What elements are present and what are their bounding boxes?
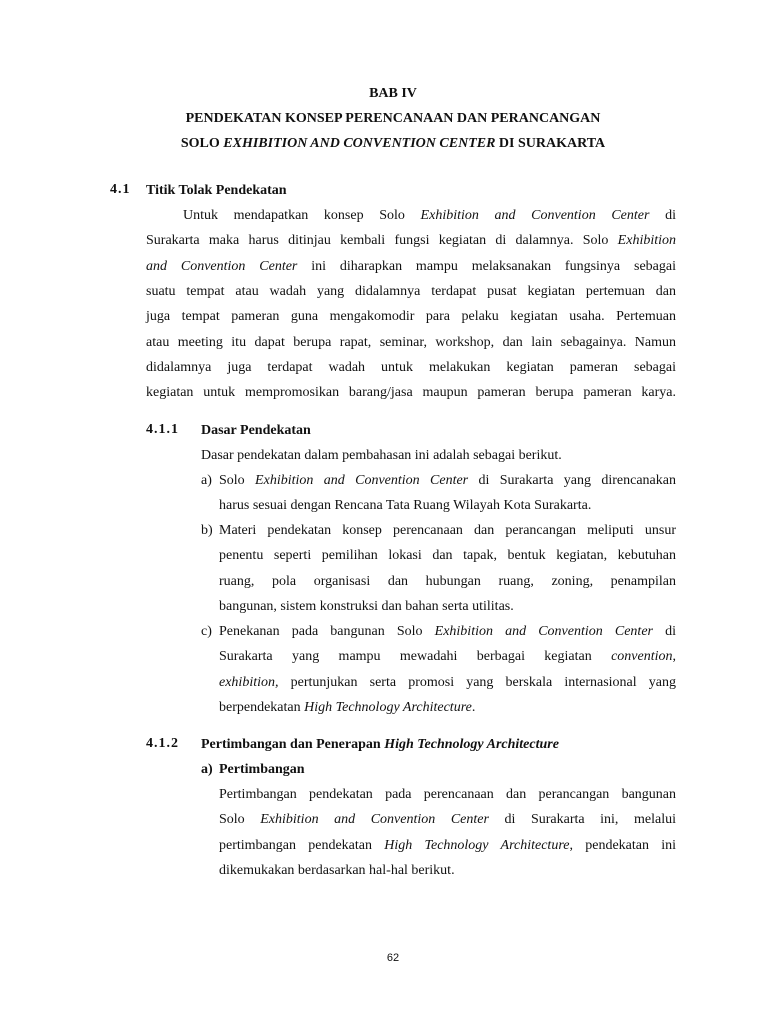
text-line (146, 232, 676, 250)
italic-text: High Technology Architecture (304, 699, 472, 715)
text-line (146, 334, 676, 352)
text: , pendekatan ini (569, 837, 677, 853)
italic-text: Exhibition and Convention Center (255, 473, 469, 488)
text-line (146, 258, 676, 276)
subsection-number: 4.1.2 (146, 736, 179, 751)
list-item-label: a) (201, 473, 212, 488)
text-line (219, 547, 676, 565)
text-line (219, 598, 514, 616)
text-line (219, 862, 455, 880)
text: Materi pendekatan konsep perencanaan dan perancangan meliputi unsur (219, 523, 676, 538)
text: juga tempat pameran guna mengakomodir para pelaku kegiatan usaha. Pertemuan (146, 309, 676, 325)
text-line (219, 623, 676, 641)
text-line (146, 384, 676, 402)
text: Surakarta maka harus ditinjau kembali fungsi kegiatan di dalamnya. Solo (146, 233, 618, 249)
sub-item-label: a) (201, 762, 213, 777)
text: . (471, 699, 476, 715)
text-line (183, 207, 676, 225)
heading-text: Pertimbangan dan Penerapan (201, 737, 385, 752)
heading-italic-text: High Technology Architecture (384, 737, 559, 752)
text: di (652, 624, 676, 639)
section-heading: Titik Tolak Pendekatan (146, 183, 287, 198)
text-line (219, 837, 676, 855)
text: ini diharapkan mampu melaksanakan fungsinya sebagai (297, 258, 676, 274)
text: atau meeting itu dapat berupa rapat, seminar, workshop, dan lain sebagainya. Namun (146, 334, 676, 350)
text-line (146, 283, 676, 301)
text: di Surakarta yang direncanakan (468, 473, 676, 488)
text-line (219, 522, 676, 540)
italic-text: Exhibition and Convention Center (420, 208, 650, 223)
text: penentu seperti pemilihan lokasi dan tapak, bentuk kegiatan, kebutuhan (219, 548, 676, 564)
list-item-label: b) (201, 523, 213, 538)
chapter-title-line-2 (0, 136, 768, 152)
subsection-number: 4.1.1 (146, 422, 179, 437)
subsection-heading: Dasar Pendekatan (201, 423, 311, 438)
chapter-title-line-1: PENDEKATAN KONSEP PERENCANAAN DAN PERANCANGAN (185, 111, 601, 126)
text: Surakarta yang mampu mewadahi berbagai kegiatan (219, 649, 612, 665)
section-number: 4.1 (110, 182, 131, 197)
text: Untuk mendapatkan konsep Solo (183, 208, 421, 223)
text-line (146, 308, 676, 326)
page-number: 62 (386, 952, 400, 964)
text-line (219, 472, 676, 490)
text-line (219, 786, 676, 804)
title-text: DI SURAKARTA (495, 136, 606, 151)
italic-text: exhibition, (219, 674, 279, 690)
subsection-heading (201, 736, 559, 754)
text: harus sesuai dengan Rencana Tata Ruang Wilayah Kota Surakarta. (219, 498, 592, 514)
italic-text: Exhibition and Convention Center (260, 812, 489, 828)
italic-text: convention (611, 649, 673, 665)
chapter-label: BAB IV (369, 86, 417, 101)
text-line (219, 573, 676, 591)
text: Pertimbangan pendekatan pada perencanaan dan perancangan bangunan (219, 787, 676, 802)
italic-text: High Technology Architecture (384, 837, 570, 853)
italic-text: Exhibition and Convention Center (434, 624, 653, 639)
text: pertimbangan pendekatan (219, 837, 385, 853)
text: suatu tempat atau wadah yang didalamnya terdapat pusat kegiatan pertemuan dan (146, 283, 676, 299)
text: Solo (219, 812, 261, 828)
text: pertunjukan serta promosi yang berskala internasional yang (278, 674, 676, 690)
text: di (649, 208, 676, 223)
title-italic-text: EXHIBITION AND CONVENTION CENTER (223, 136, 496, 151)
text-line (219, 674, 676, 692)
subsection-intro: Dasar pendekatan dalam pembahasan ini adalah sebagai berikut. (201, 448, 562, 463)
text: ruang, pola organisasi dan hubungan ruang, zoning, penampilan (219, 573, 676, 589)
text: kegiatan untuk mempromosikan barang/jasa maupun pameran berupa pameran karya. (146, 385, 676, 401)
text: didalamnya juga terdapat wadah untuk melakukan kegiatan pameran sebagai (146, 359, 676, 375)
italic-text: and Convention Center (146, 258, 298, 274)
italic-text: Exhibition (617, 233, 676, 249)
text-line (219, 811, 676, 829)
text: , (672, 649, 676, 665)
text: dikemukakan berdasarkan hal-hal berikut. (219, 862, 455, 878)
title-text: SOLO (180, 136, 224, 151)
text-line (219, 648, 676, 666)
text-line (219, 699, 475, 717)
text: berpendekatan (219, 699, 305, 715)
text-line (219, 497, 591, 515)
list-item-label: c) (201, 624, 212, 639)
text: Solo (219, 473, 256, 488)
text-line (146, 359, 676, 377)
text: Penekanan pada bangunan Solo (219, 624, 435, 639)
sub-item-heading: Pertimbangan (219, 762, 305, 777)
text: di Surakarta ini, melalui (488, 812, 676, 828)
text: bangunan, sistem konstruksi dan bahan serta utilitas. (219, 598, 514, 614)
